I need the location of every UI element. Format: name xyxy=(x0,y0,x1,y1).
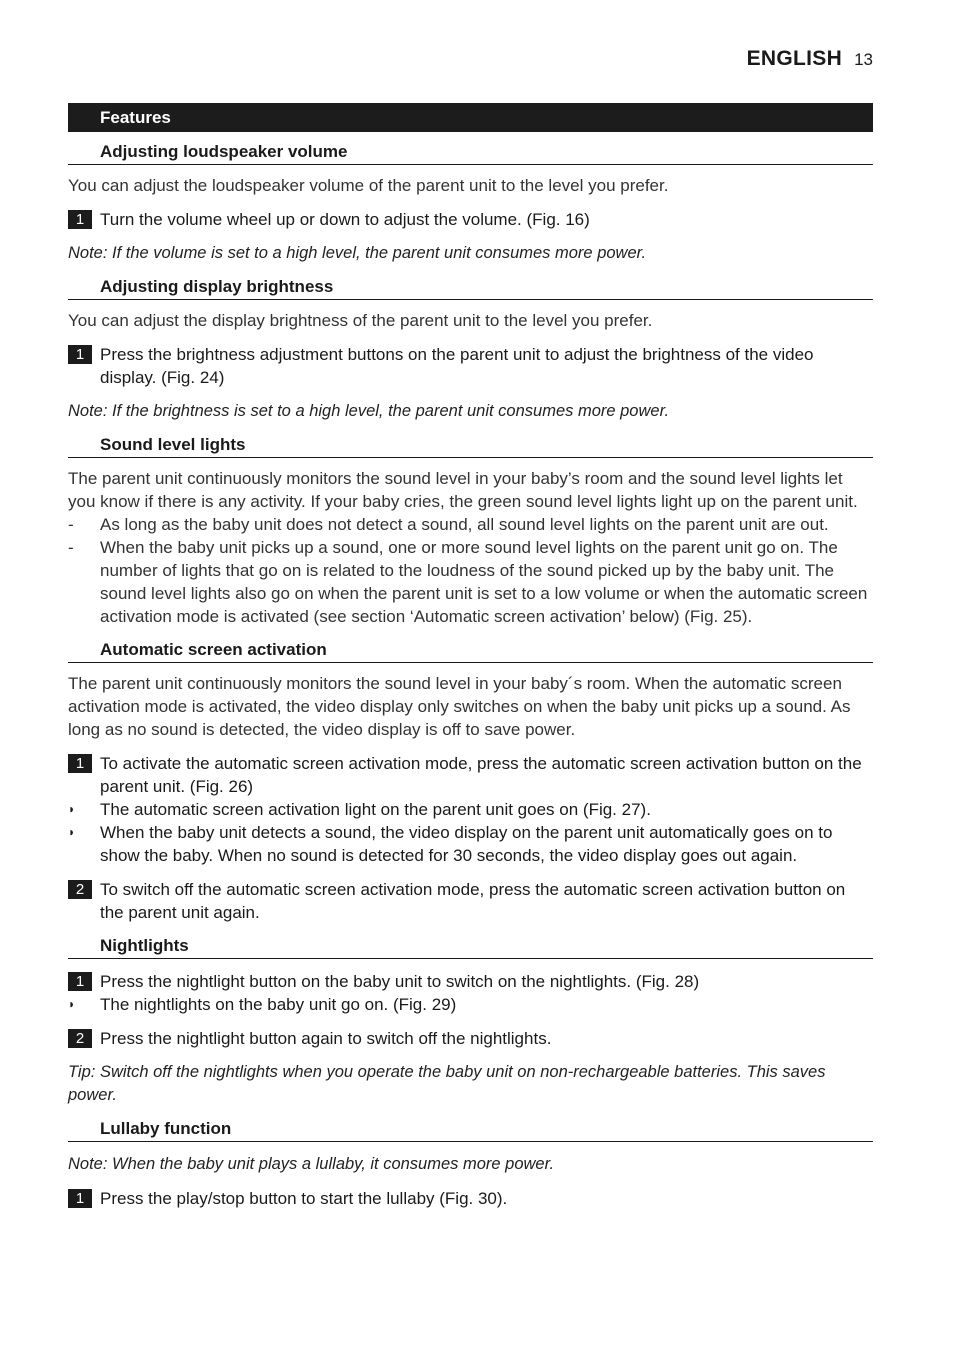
page-content xyxy=(68,103,873,1210)
result-arrow-icon: ◗ xyxy=(68,997,76,1011)
brightness-note: Note: If the brightness is set to a high level, the parent unit consumes more power. xyxy=(68,402,670,420)
heading-auto-screen: Automatic screen activation xyxy=(68,640,873,663)
step-text: Press the nightlight button on the baby unit to switch on the nightlights. (Fig. 28) xyxy=(100,972,700,991)
step-text: To switch off the automatic screen activation mode, press the automatic screen activation button on the parent unit again. xyxy=(100,880,846,922)
list-item xyxy=(68,513,873,536)
sound-lights-para: The parent unit continuously monitors the sound level in your baby’s room and the sound level lights let you know if there is any activity. If your baby cries, the green sound level lights light up on the parent unit. xyxy=(68,469,858,511)
list-item-text: When the baby unit picks up a sound, one or more sound level lights on the parent unit go on. The number of lights that go on is related to the loudness of the sound picked up by the baby unit. The sound level lights also go on when the parent unit is set to a low volume or when the automatic screen activation mode is activated (see section ‘Automatic screen activation’ below) (Fig. 25). xyxy=(100,538,868,626)
step-number: 1 xyxy=(68,345,92,364)
step-number: 1 xyxy=(68,1189,92,1208)
brightness-step-1 xyxy=(68,343,873,389)
nightlights-step-1 xyxy=(68,970,873,993)
section-title-bar: Features xyxy=(68,103,873,132)
result-arrow-icon: ◗ xyxy=(68,802,76,816)
heading-lullaby: Lullaby function xyxy=(68,1119,873,1142)
heading-nightlights: Nightlights xyxy=(68,936,873,959)
step-number: 2 xyxy=(68,880,92,899)
brightness-intro: You can adjust the display brightness of the parent unit to the level you prefer. xyxy=(68,311,653,330)
step-number: 2 xyxy=(68,1029,92,1048)
step-text: Press the nightlight button again to switch off the nightlights. xyxy=(100,1029,552,1048)
heading-volume: Adjusting loudspeaker volume xyxy=(68,142,873,165)
step-text: To activate the automatic screen activation mode, press the automatic screen activation button on the parent unit. (Fig. 26) xyxy=(100,754,862,796)
lullaby-step-1 xyxy=(68,1187,873,1210)
result-text: When the baby unit detects a sound, the video display on the parent unit automatically goes on to show the baby. When no sound is detected for 30 seconds, the video display goes out again. xyxy=(100,823,833,865)
page-number: 13 xyxy=(854,50,873,69)
page-header xyxy=(747,47,873,71)
auto-screen-step-1 xyxy=(68,752,873,798)
step-text: Press the play/stop button to start the lullaby (Fig. 30). xyxy=(100,1189,508,1208)
list-item xyxy=(68,536,873,628)
list-item-text: As long as the baby unit does not detect a sound, all sound level lights on the parent unit are out. xyxy=(100,515,829,534)
heading-brightness: Adjusting display brightness xyxy=(68,277,873,300)
step-text: Turn the volume wheel up or down to adjust the volume. (Fig. 16) xyxy=(100,210,590,229)
result-arrow-icon: ◗ xyxy=(68,825,76,839)
volume-intro: You can adjust the loudspeaker volume of the parent unit to the level you prefer. xyxy=(68,176,669,195)
auto-screen-para: The parent unit continuously monitors the sound level in your baby´s room. When the automatic screen activation mode is activated, the video display only switches on when the baby unit picks up a sound. As long as no sound is detected, the video display is off to save power. xyxy=(68,674,851,739)
result-text: The automatic screen activation light on the parent unit goes on (Fig. 27). xyxy=(100,800,651,819)
dash-bullet: - xyxy=(68,538,74,557)
lullaby-note: Note: When the baby unit plays a lullaby, it consumes more power. xyxy=(68,1155,555,1173)
result-item xyxy=(68,993,873,1016)
result-text: The nightlights on the baby unit go on. (Fig. 29) xyxy=(100,995,457,1014)
nightlights-tip: Tip: Switch off the nightlights when you operate the baby unit on non-rechargeable batteries. This saves power. xyxy=(68,1063,826,1104)
nightlights-step-2 xyxy=(68,1027,873,1050)
auto-screen-step-2 xyxy=(68,878,873,924)
volume-step-1 xyxy=(68,208,873,231)
volume-note: Note: If the volume is set to a high level, the parent unit consumes more power. xyxy=(68,244,647,262)
step-number: 1 xyxy=(68,972,92,991)
step-number: 1 xyxy=(68,754,92,773)
step-number: 1 xyxy=(68,210,92,229)
dash-bullet: - xyxy=(68,515,74,534)
result-item xyxy=(68,821,873,867)
result-item xyxy=(68,798,873,821)
step-text: Press the brightness adjustment buttons on the parent unit to adjust the brightness of the video display. (Fig. 24) xyxy=(100,345,814,387)
heading-sound-lights: Sound level lights xyxy=(68,435,873,458)
language-label: ENGLISH xyxy=(746,47,843,70)
